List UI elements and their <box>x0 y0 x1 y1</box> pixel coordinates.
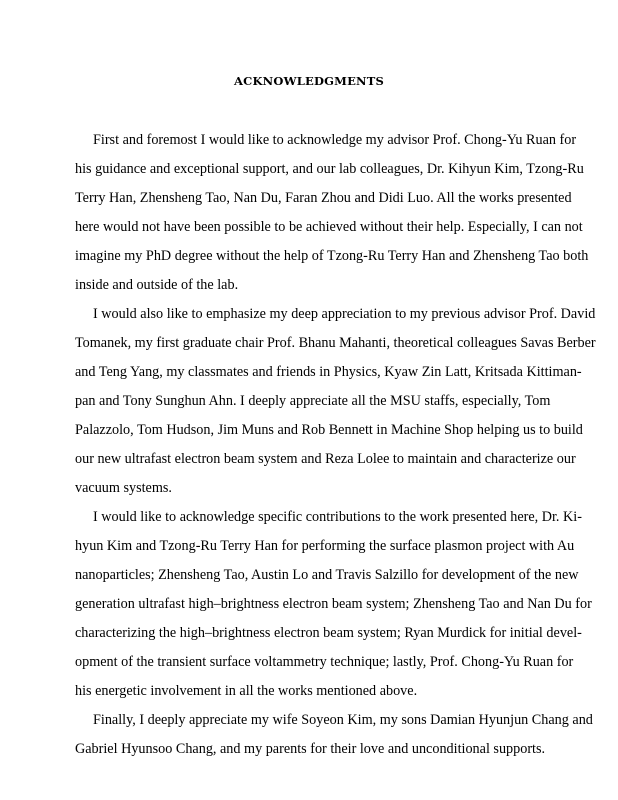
paragraph-2-line-7: vacuum systems. <box>75 480 172 496</box>
paragraph-2-line-4: pan and Tony Sunghun Ahn. I deeply appreciate all the MSU staffs, especially, Tom <box>75 393 551 409</box>
paragraph-2-line-3: and Teng Yang, my classmates and friends in Physics, Kyaw Zin Latt, Kritsada Kittiman- <box>75 364 582 380</box>
paragraph-1-line-4: here would not have been possible to be achieved without their help. Especially, I can not <box>75 219 583 235</box>
paragraph-3-line-3: nanoparticles; Zhensheng Tao, Austin Lo and Travis Salzillo for development of the new <box>75 567 579 583</box>
paragraph-2-line-6: our new ultrafast electron beam system and Reza Lolee to maintain and characterize our <box>75 451 576 467</box>
paragraph-3-line-1: I would like to acknowledge specific contributions to the work presented here, Dr. Ki- <box>93 509 582 525</box>
paragraph-3-line-7: his energetic involvement in all the works mentioned above. <box>75 683 418 699</box>
paragraph-4-line-1: Finally, I deeply appreciate my wife Soyeon Kim, my sons Damian Hyunjun Chang and <box>93 712 593 728</box>
paragraph-1-line-2: his guidance and exceptional support, and our lab colleagues, Dr. Kihyun Kim, Tzong-Ru <box>75 161 584 177</box>
paragraph-3-line-5: characterizing the high–brightness electron beam system; Ryan Murdick for initial devel- <box>75 625 582 641</box>
paragraph-1-line-5: imagine my PhD degree without the help of Tzong-Ru Terry Han and Zhensheng Tao both <box>75 248 589 264</box>
paragraph-3-line-2: hyun Kim and Tzong-Ru Terry Han for performing the surface plasmon project with Au <box>75 538 575 554</box>
paragraph-1-line-3: Terry Han, Zhensheng Tao, Nan Du, Faran Zhou and Didi Luo. All the works presented <box>75 190 572 206</box>
paragraph-2-line-5: Palazzolo, Tom Hudson, Jim Muns and Rob Bennett in Machine Shop helping us to build <box>75 422 583 438</box>
paragraph-1-line-6: inside and outside of the lab. <box>75 277 239 293</box>
paragraph-4-line-2: Gabriel Hyunsoo Chang, and my parents for their love and unconditional supports. <box>75 741 546 757</box>
paragraph-1-line-1: First and foremost I would like to acknowledge my advisor Prof. Chong-Yu Ruan for <box>93 132 577 148</box>
page-title: ACKNOWLEDGMENTS <box>233 74 385 88</box>
paragraph-3-line-6: opment of the transient surface voltammetry technique; lastly, Prof. Chong-Yu Ruan for <box>75 654 574 670</box>
paragraph-2-line-1: I would also like to emphasize my deep appreciation to my previous advisor Prof. David <box>93 306 596 322</box>
paragraph-2-line-2: Tomanek, my first graduate chair Prof. Bhanu Mahanti, theoretical colleagues Savas Berber <box>75 335 596 351</box>
paragraph-3-line-4: generation ultrafast high–brightness electron beam system; Zhensheng Tao and Nan Du for <box>75 596 592 612</box>
